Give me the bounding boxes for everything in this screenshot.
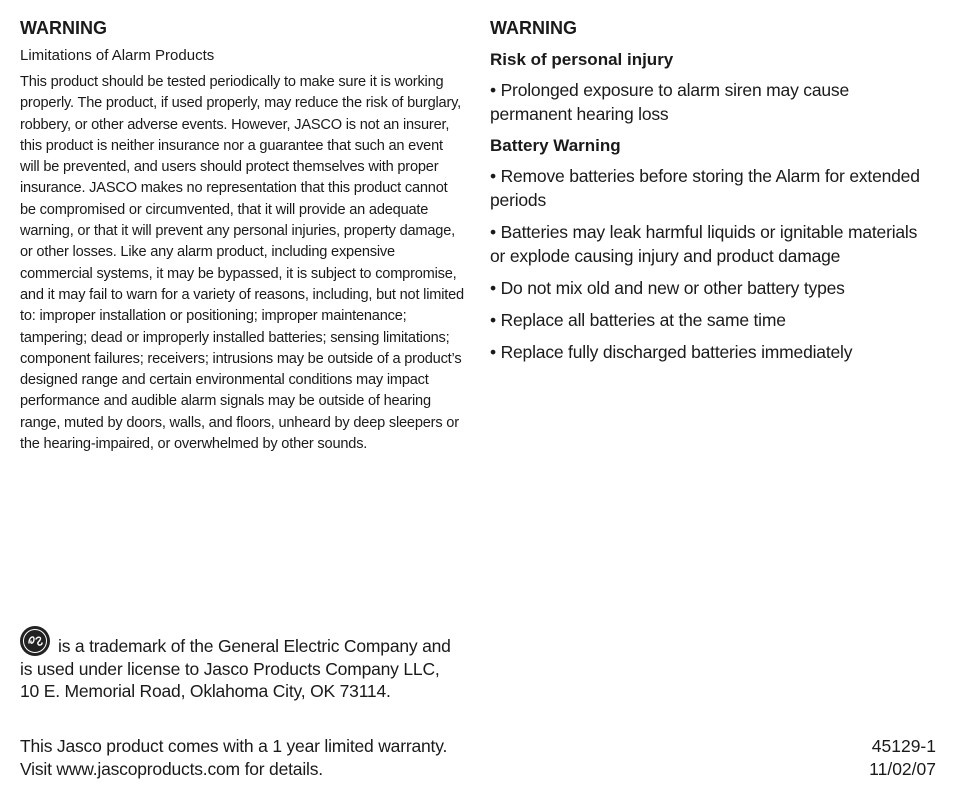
warnings-section xyxy=(490,16,930,372)
document-number: 45129-1 xyxy=(871,736,936,756)
limitations-subheading: Limitations of Alarm Products xyxy=(20,47,215,64)
trademark-notice xyxy=(20,626,460,703)
warranty-notice: This Jasco product comes with a 1 year limited warranty. Visit www.jascoproducts.com for details. xyxy=(20,736,448,779)
document-date: 11/02/07 xyxy=(869,758,936,779)
limitations-section xyxy=(20,16,466,455)
battery-bullet: • Do not mix old and new or other battery types xyxy=(490,278,845,298)
injury-bullet: • Prolonged exposure to alarm siren may cause permanent hearing loss xyxy=(490,80,849,124)
battery-heading: Battery Warning xyxy=(490,136,621,155)
right-warning-heading: WARNING xyxy=(490,18,577,38)
limitations-body: This product should be tested periodically to make sure it is working properly. The product, if used properly, may reduce the risk of burglary, robbery, or other adverse events. However, JASCO is not an insurer, this product is neither insurance nor a guarantee that such an event will be prevented, and users should protect themselves with proper insurance. JASCO makes no representation that this product cannot be compromised or circumvented, that it will provide an adequate warning, or that it will prevent any personal injuries, property damage, or other losses. Like any alarm product, including expensive commercial systems, it may be bypassed, it is subject to compromise, and it may fail to warn for a variety of reasons, including, but not limited to: improper installation or positioning; improper maintenance; tampering; dead or improperly installed batteries; sensing limitations; component failures; receivers; intrusions may be outside of a product’s designed range and certain environmental conditions may impact performance and audible alarm signals may be outside of hearing range, muted by doors, walls, and floors, unheard by deep sleepers or the hearing-impaired, or overwhelmed by other sounds. xyxy=(20,74,464,453)
left-warning-heading: WARNING xyxy=(20,18,107,38)
trademark-text: is a trademark of the General Electric Company and is used under license to Jasco Products Company LLC, 10 E. Memorial Road, Oklahoma City, OK 73114. xyxy=(20,636,451,701)
injury-heading: Risk of personal injury xyxy=(490,50,674,69)
ge-logo-icon xyxy=(20,626,50,656)
battery-bullet: • Remove batteries before storing the Alarm for extended periods xyxy=(490,166,920,210)
battery-bullet: • Replace all batteries at the same time xyxy=(490,310,786,330)
battery-bullet: • Replace fully discharged batteries immediately xyxy=(490,342,853,362)
battery-bullet: • Batteries may leak harmful liquids or ignitable materials or explode causing injury and product damage xyxy=(490,222,918,266)
document-id xyxy=(869,735,936,780)
